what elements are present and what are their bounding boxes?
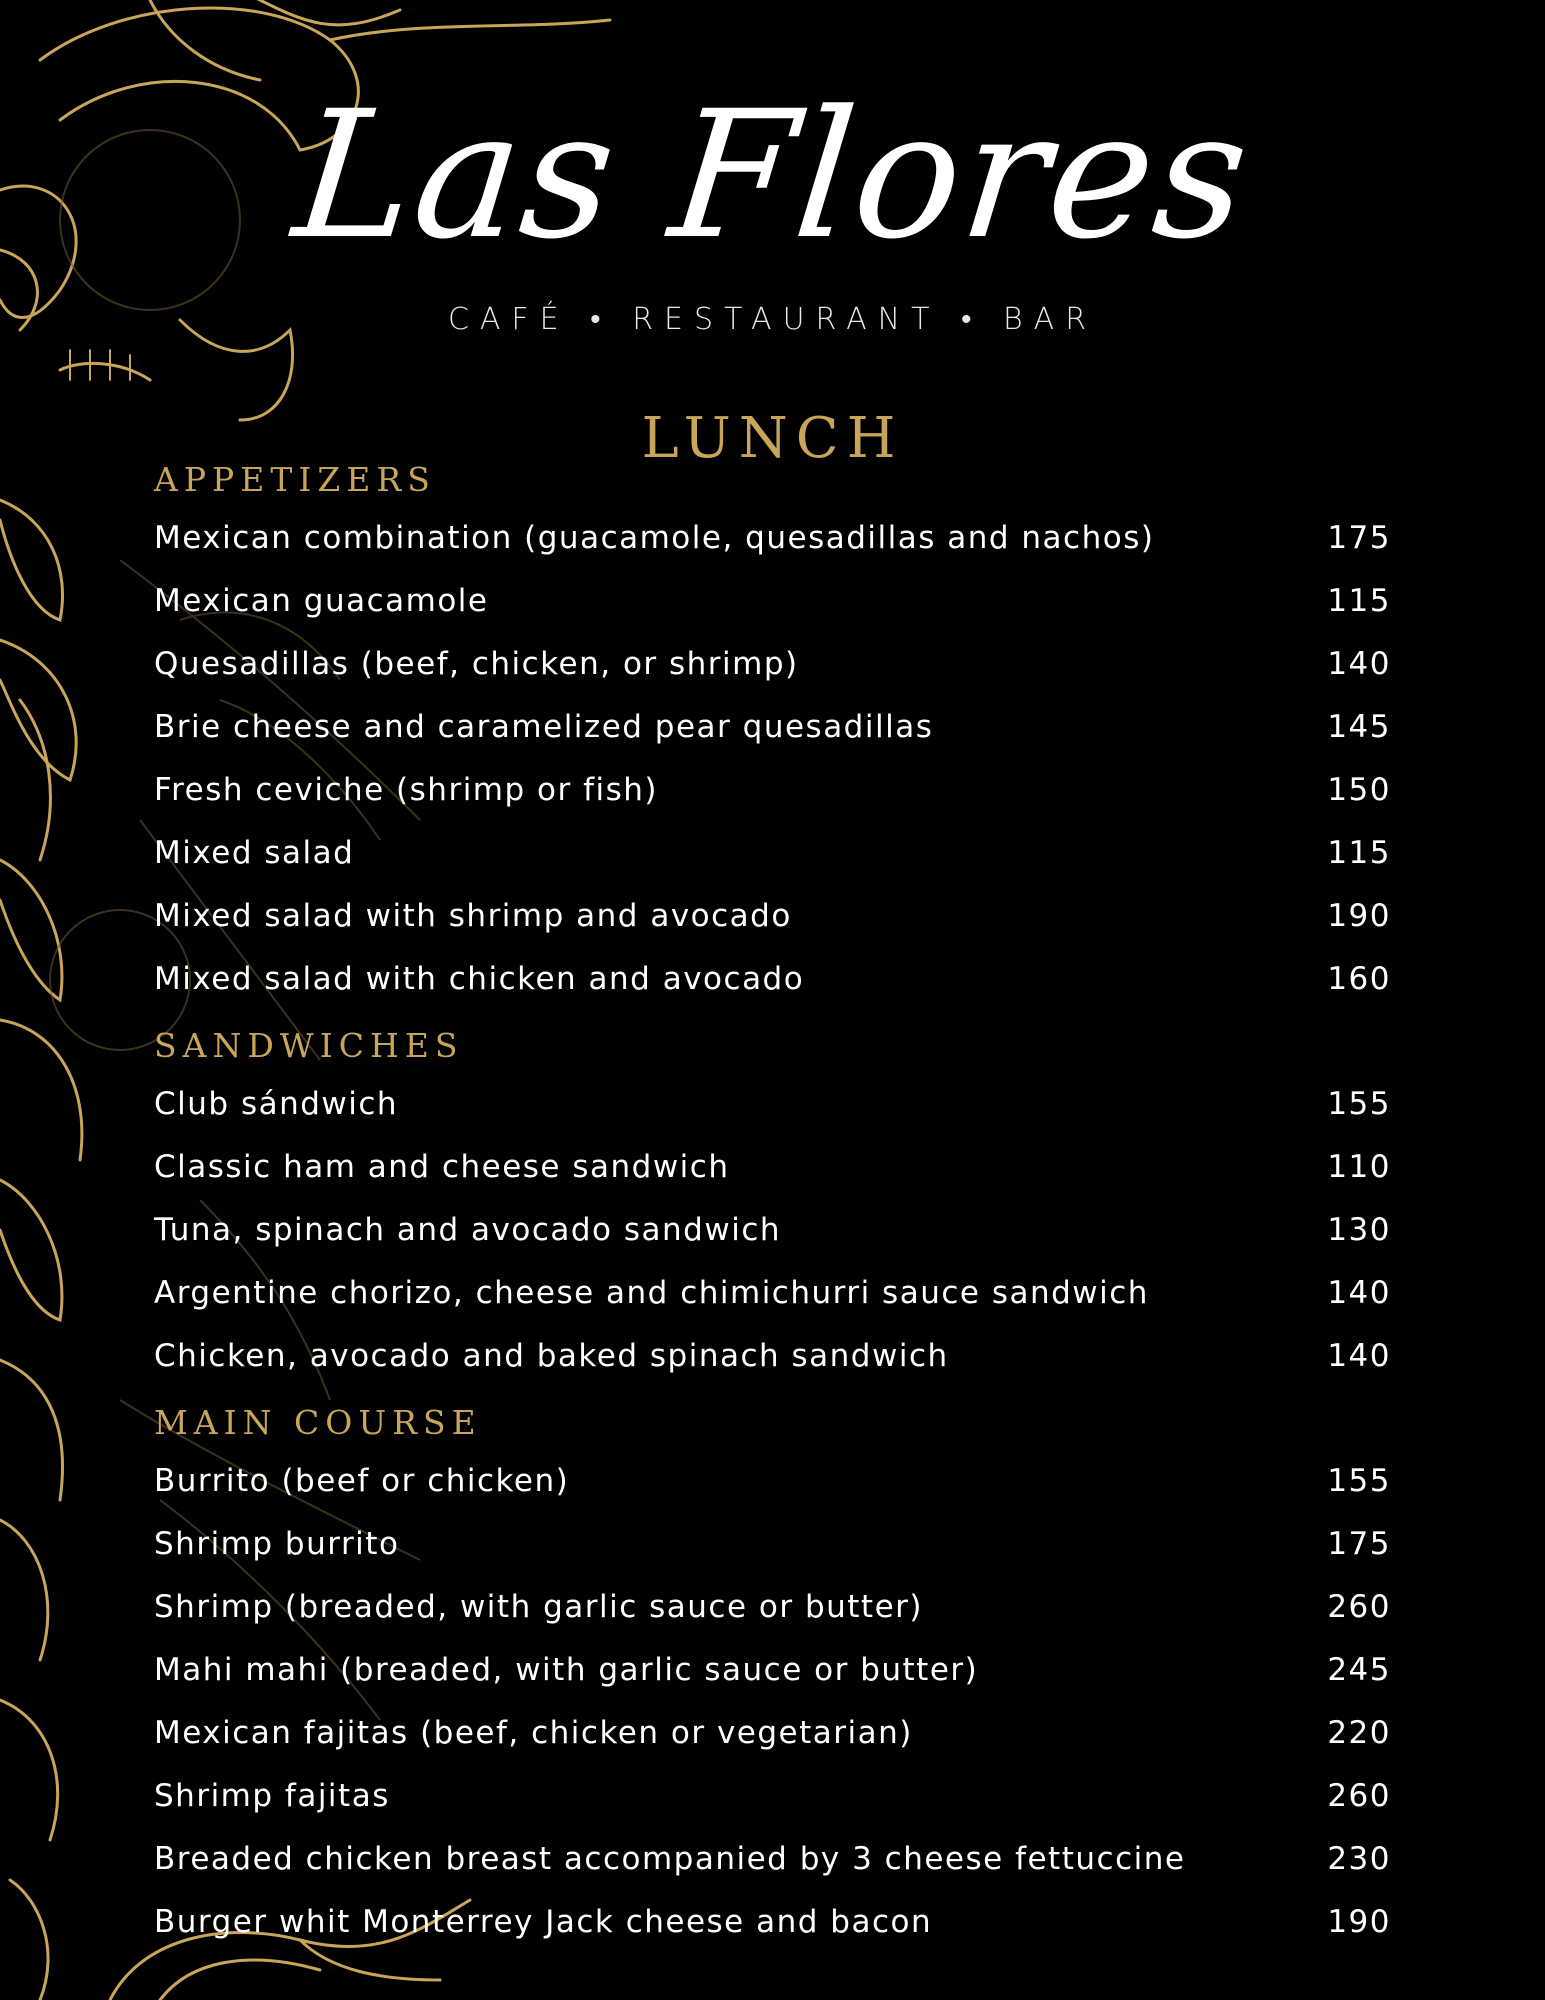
- item-price: 115: [1327, 582, 1391, 619]
- item-name: Quesadillas (beef, chicken, or shrimp): [154, 645, 799, 682]
- section-appetizers: [154, 458, 1391, 1010]
- item-price: 140: [1327, 1337, 1391, 1374]
- restaurant-tagline: CAFÉ • RESTAURANT • BAR: [447, 302, 1098, 337]
- menu-title: LUNCH: [641, 406, 904, 471]
- item-price: 145: [1327, 708, 1391, 745]
- item-price: 190: [1327, 897, 1391, 934]
- item-name: Mixed salad: [154, 834, 355, 871]
- item-name: Mixed salad with shrimp and avocado: [154, 897, 792, 934]
- item-name: Burger whit Monterrey Jack cheese and bacon: [154, 1903, 933, 1940]
- item-name: Argentine chorizo, cheese and chimichurri sauce sandwich: [154, 1274, 1149, 1311]
- menu-item: [154, 1575, 1391, 1638]
- section-sandwiches: [154, 1024, 1391, 1387]
- menu-list: [154, 458, 1391, 1967]
- section-main-course: [154, 1401, 1391, 1953]
- item-price: 140: [1327, 1274, 1391, 1311]
- menu-item: [154, 1449, 1391, 1512]
- item-name: Club sándwich: [154, 1085, 399, 1122]
- item-price: 245: [1327, 1651, 1391, 1688]
- item-price: 155: [1327, 1085, 1391, 1122]
- item-name: Chicken, avocado and baked spinach sandwich: [154, 1337, 949, 1374]
- item-price: 115: [1327, 834, 1391, 871]
- item-name: Brie cheese and caramelized pear quesadillas: [154, 708, 934, 745]
- menu-item: [154, 758, 1391, 821]
- menu-item: [154, 1827, 1391, 1890]
- menu-item: [154, 632, 1391, 695]
- item-price: 130: [1327, 1211, 1391, 1248]
- item-price: 190: [1327, 1903, 1391, 1940]
- item-name: Burrito (beef or chicken): [154, 1462, 570, 1499]
- menu-item: [154, 884, 1391, 947]
- item-name: Mahi mahi (breaded, with garlic sauce or butter): [154, 1651, 979, 1688]
- item-price: 260: [1327, 1588, 1391, 1625]
- item-price: 140: [1327, 645, 1391, 682]
- item-name: Shrimp fajitas: [154, 1777, 390, 1814]
- item-name: Mexican guacamole: [154, 582, 489, 619]
- menu-item: [154, 1638, 1391, 1701]
- item-price: 260: [1327, 1777, 1391, 1814]
- menu-item: [154, 695, 1391, 758]
- item-name: Shrimp (breaded, with garlic sauce or butter): [154, 1588, 923, 1625]
- menu-item: [154, 569, 1391, 632]
- menu-item: [154, 1701, 1391, 1764]
- item-price: 150: [1327, 771, 1391, 808]
- item-name: Mixed salad with chicken and avocado: [154, 960, 805, 997]
- item-price: 110: [1327, 1148, 1391, 1185]
- item-name: Fresh ceviche (shrimp or fish): [154, 771, 659, 808]
- item-name: Mexican combination (guacamole, quesadillas and nachos): [154, 519, 1155, 556]
- item-price: 160: [1327, 960, 1391, 997]
- menu-item: [154, 1764, 1391, 1827]
- item-price: 175: [1327, 519, 1391, 556]
- menu-item: [154, 1198, 1391, 1261]
- menu-item: [154, 947, 1391, 1010]
- item-price: 155: [1327, 1462, 1391, 1499]
- item-price: 220: [1327, 1714, 1391, 1751]
- item-price: 175: [1327, 1525, 1391, 1562]
- menu-item: [154, 1261, 1391, 1324]
- menu-item: [154, 1512, 1391, 1575]
- item-name: Classic ham and cheese sandwich: [154, 1148, 730, 1185]
- menu-item: [154, 1890, 1391, 1953]
- menu-item: [154, 821, 1391, 884]
- restaurant-name: Las Flores: [286, 73, 1259, 278]
- menu-item: [154, 1072, 1391, 1135]
- item-name: Tuna, spinach and avocado sandwich: [154, 1211, 782, 1248]
- item-price: 230: [1327, 1840, 1391, 1877]
- section-title: APPETIZERS: [154, 460, 436, 499]
- item-name: Shrimp burrito: [154, 1525, 400, 1562]
- item-name: Mexican fajitas (beef, chicken or vegetarian): [154, 1714, 913, 1751]
- section-title: MAIN COURSE: [154, 1403, 482, 1442]
- menu-item: [154, 506, 1391, 569]
- menu-item: [154, 1324, 1391, 1387]
- section-title: SANDWICHES: [154, 1026, 464, 1065]
- menu-item: [154, 1135, 1391, 1198]
- item-name: Breaded chicken breast accompanied by 3 cheese fettuccine: [154, 1840, 1186, 1877]
